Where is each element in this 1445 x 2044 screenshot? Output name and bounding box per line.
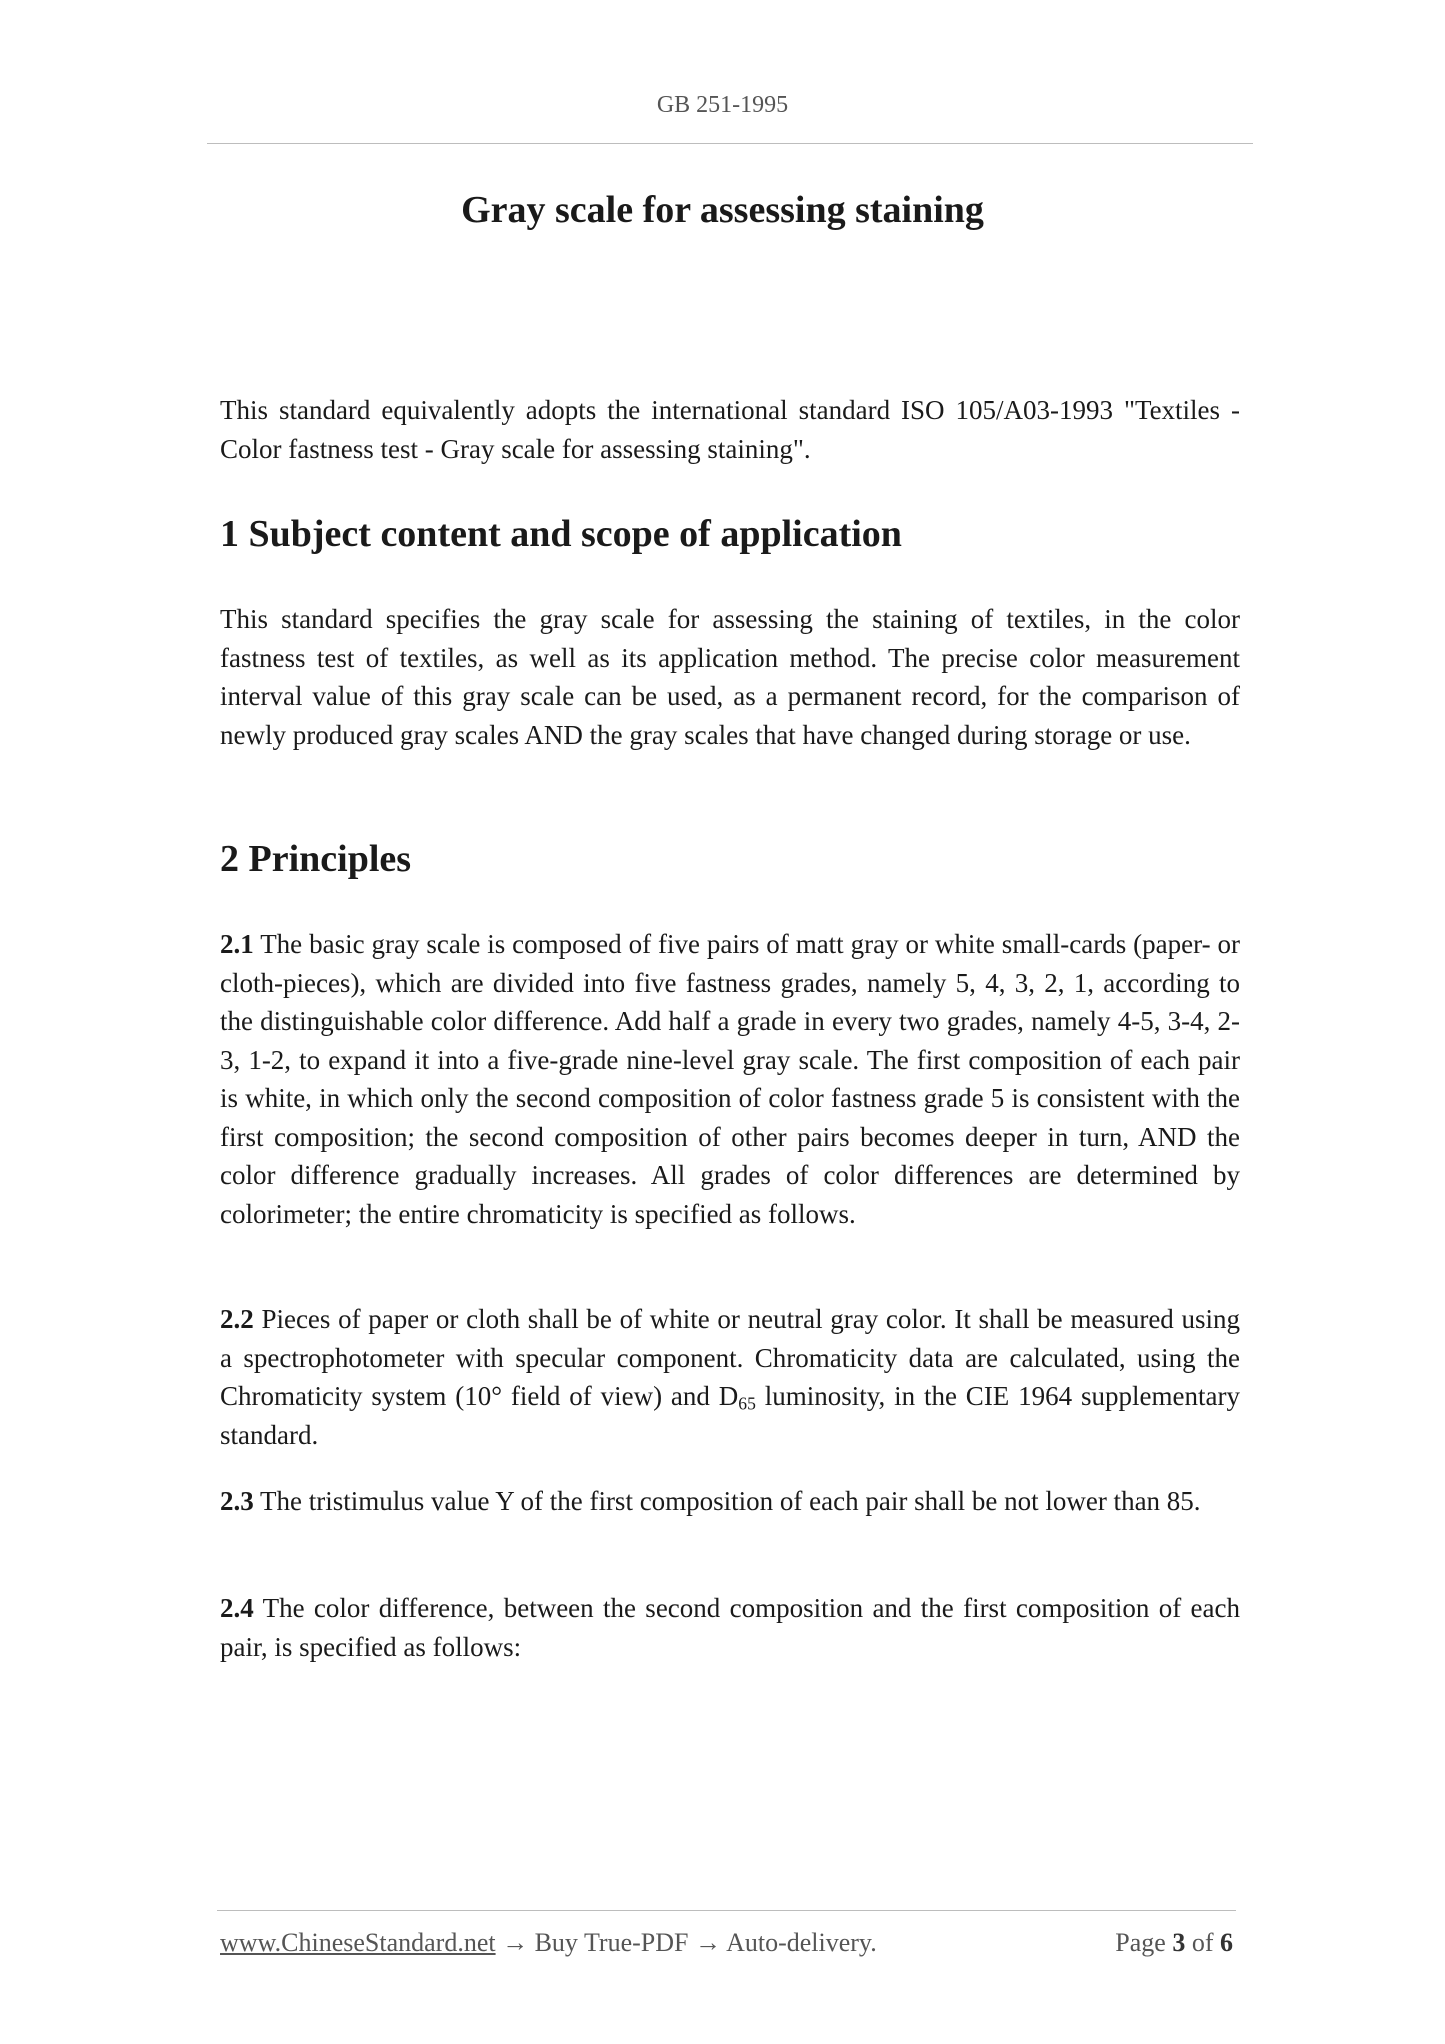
clause-2-3-paragraph bbox=[220, 1482, 1240, 1521]
clause-2-3 bbox=[220, 1482, 1240, 1521]
section-2-heading: 2 Principles bbox=[220, 838, 412, 880]
header-doc-code: GB 251-1995 bbox=[656, 92, 789, 118]
clause-2-4-paragraph bbox=[220, 1589, 1240, 1666]
footer-promo bbox=[220, 1928, 877, 1958]
section-1-heading: 1 Subject content and scope of application bbox=[220, 513, 902, 555]
section-1-paragraph: This standard specifies the gray scale for assessing the staining of textiles, in the color fastness test of textiles, as well as its application method. The precise color measurement interval value of this gray scale can be used, as a permanent record, for the comparison of newly produced gray scales AND the gray scales that have changed during storage or use. bbox=[220, 604, 1240, 750]
section-1-body-block bbox=[220, 600, 1240, 754]
buy-pdf-text: Buy True-PDF bbox=[534, 1928, 689, 1957]
website-link[interactable]: www.ChineseStandard.net bbox=[220, 1928, 496, 1957]
clause-number: 2.2 bbox=[220, 1304, 254, 1334]
intro-block bbox=[220, 391, 1240, 468]
section-2-heading-block bbox=[220, 836, 1240, 882]
clause-text: The color difference, between the second composition and the first composition of each pair, is specified as follows: bbox=[220, 1593, 1240, 1662]
auto-delivery-text: Auto-delivery. bbox=[726, 1928, 877, 1957]
clause-number: 2.1 bbox=[220, 929, 254, 959]
clause-2-1-paragraph bbox=[220, 925, 1240, 1233]
clause-text: Pieces of paper or cloth shall be of white or neutral gray color. It shall be measured using a spectrophotometer with specular component. Chromaticity data are calculated, using the Chromaticity system (10° field of view) and D bbox=[220, 1304, 1240, 1411]
arrow-right-icon: → bbox=[695, 1928, 721, 1957]
arrow-right-icon: → bbox=[502, 1928, 529, 1957]
page-of-label: of bbox=[1191, 1928, 1214, 1957]
clause-number: 2.4 bbox=[220, 1593, 254, 1623]
page-current: 3 bbox=[1172, 1928, 1186, 1957]
section-1-heading-block bbox=[220, 511, 1240, 557]
clause-text: The tristimulus value Y of the first composition of each pair shall be not lower than 85. bbox=[260, 1486, 1201, 1516]
header-divider bbox=[207, 143, 1253, 144]
clause-text: The basic gray scale is composed of five pairs of matt gray or white small-cards (paper- or cloth-pieces), which are divided into five fastness grades, namely 5, 4, 3, 2, 1, according to the distinguishable color difference. Add half a grade in every two grades, namely 4-5, 3-4, 2-3, 1-2, to expand it into a five-grade nine-level gray scale. The first composition of each pair is white, in which only the second composition of color fastness grade 5 is consistent with the first composition; the second composition of other pairs becomes deeper in turn, AND the color difference gradually increases. All grades of color differences are determined by colorimeter; the entire chromaticity is specified as follows. bbox=[220, 929, 1240, 1229]
clause-2-4 bbox=[220, 1589, 1240, 1666]
clause-2-2 bbox=[220, 1300, 1240, 1454]
intro-paragraph: This standard equivalently adopts the international standard ISO 105/A03-1993 "Textiles - Color fastness test - Gray scale for assessing staining". bbox=[220, 395, 1240, 464]
document-title: Gray scale for assessing staining bbox=[461, 189, 984, 231]
clause-2-1 bbox=[220, 925, 1240, 1233]
clause-text-continued: luminosity, in the CIE 1964 supplementary standard. bbox=[220, 1381, 1240, 1450]
d65-subscript: 65 bbox=[738, 1393, 756, 1414]
clause-2-2-paragraph bbox=[220, 1300, 1240, 1454]
page-label: Page bbox=[1115, 1928, 1166, 1957]
page-indicator bbox=[1115, 1928, 1233, 1958]
page-total: 6 bbox=[1220, 1928, 1233, 1957]
clause-number: 2.3 bbox=[220, 1486, 254, 1516]
footer-divider bbox=[217, 1910, 1236, 1911]
